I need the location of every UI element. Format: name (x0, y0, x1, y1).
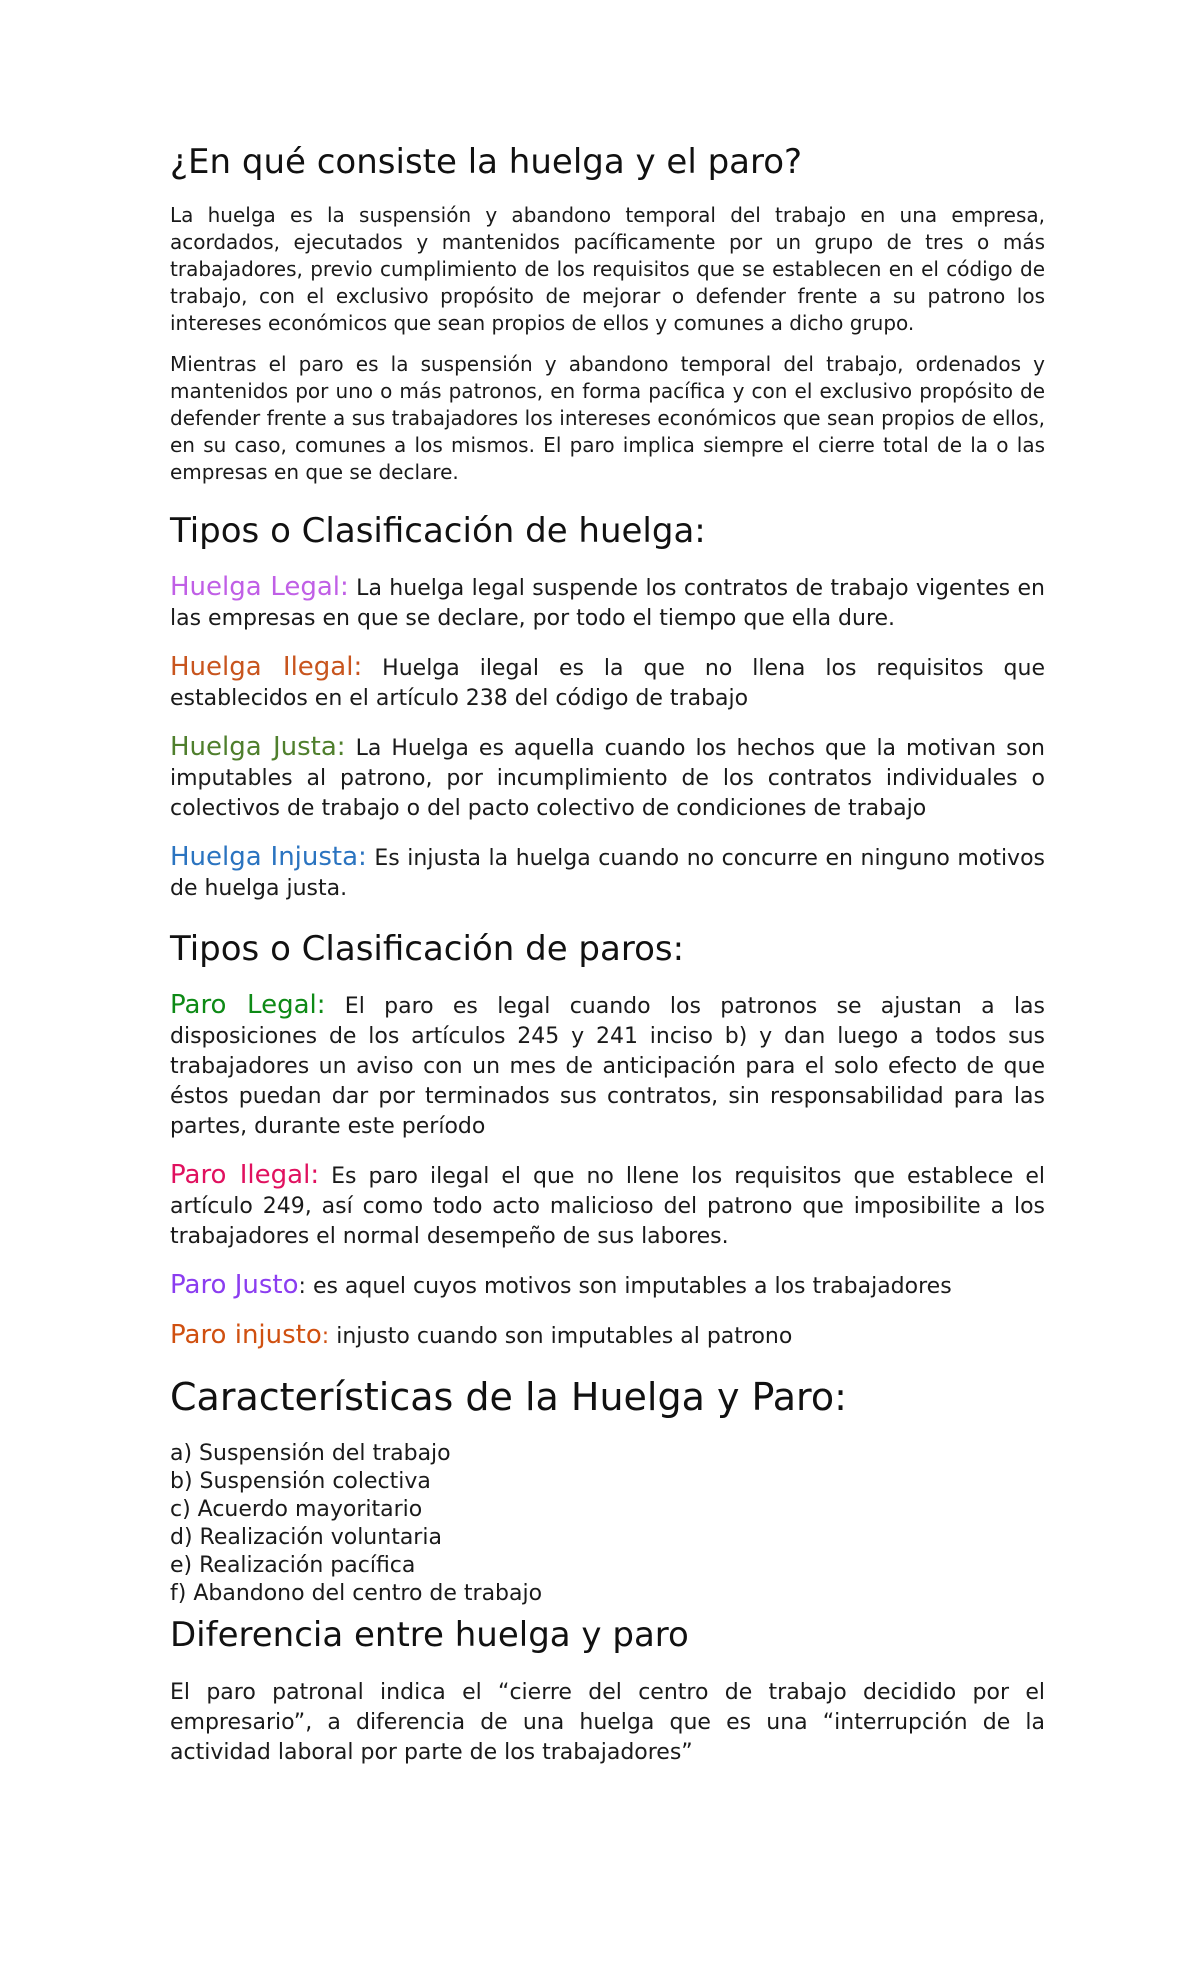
huelga-legal-definition (170, 572, 1045, 634)
huelga-injusta-text: Es injusta la huelga cuando no concurre en ninguno motivos de huelga justa. (170, 846, 1046, 901)
huelga-legal-term: Huelga Legal (170, 572, 341, 602)
paro-injusto-colon: : (321, 1324, 330, 1349)
document-content (170, 138, 1045, 1786)
paro-legal-text: El paro es legal cuando los patronos se ajustan a las disposiciones de los artículos 245 y 241 inciso b) y dan luego a todos sus trabajadores un aviso con un mes de anticipación para el solo efecto de que éstos puedan dar por terminados sus contratos, sin responsabilidad para las partes, durante este período (170, 994, 1045, 1139)
list-item: a) Suspensión del trabajo (170, 1441, 451, 1466)
paro-ilegal-term: Paro Ilegal: (170, 1160, 320, 1190)
intro-title: ¿En qué consiste la huelga y el paro? (170, 142, 803, 182)
huelga-ilegal-definition (170, 652, 1045, 714)
caracteristicas-title: Características de la Huelga y Paro: (170, 1375, 847, 1419)
huelga-injusta-definition (170, 842, 1045, 904)
paro-ilegal-definition (170, 1160, 1045, 1252)
paro-injusto-definition (170, 1320, 1045, 1352)
paro-justo-term: Paro Justo (170, 1270, 299, 1300)
huelga-types-title: Tipos o Clasificación de huelga: (170, 511, 706, 551)
huelga-ilegal-text: Huelga ilegal es la que no llena los requisitos que establecidos en el artículo 238 del código de trabajo (170, 656, 1045, 711)
huelga-legal-text: La huelga legal suspende los contratos de trabajo vigentes en las empresas en que se declare, por todo el tiempo que ella dure. (170, 576, 1045, 631)
huelga-legal-colon: : (340, 572, 349, 602)
paro-legal-definition (170, 990, 1045, 1142)
huelga-ilegal-term: Huelga Ilegal: (170, 652, 363, 682)
list-item: f) Abandono del centro de trabajo (170, 1581, 543, 1606)
list-item: e) Realización pacífica (170, 1553, 416, 1578)
caracteristicas-list (170, 1440, 1045, 1608)
huelga-injusta-term: Huelga Injusta: (170, 842, 367, 872)
paro-legal-term: Paro Legal: (170, 990, 326, 1020)
paro-justo-definition (170, 1270, 1045, 1302)
paro-justo-text: es aquel cuyos motivos son imputables a los trabajadores (305, 1274, 952, 1299)
list-item: d) Realización voluntaria (170, 1525, 442, 1550)
list-item: c) Acuerdo mayoritario (170, 1497, 423, 1522)
paro-justo-colon: : (298, 1274, 306, 1299)
intro-paragraph-huelga: La huelga es la suspensión y abandono temporal del trabajo en una empresa, acordados, ejecutados y mantenidos pacíficamente por un grupo de tres o más trabajadores, previo cumplimiento de los requisitos que se establecen en el código de trabajo, con el exclusivo propósito de mejorar o defender frente a su patrono los intereses económicos que sean propios de ellos y comunes a dicho grupo. (170, 203, 1045, 335)
paro-ilegal-text: Es paro ilegal el que no llene los requisitos que establece el artículo 249, así como todo acto malicioso del patrono que imposibilite a los trabajadores el normal desempeño de sus labores. (170, 1164, 1045, 1249)
huelga-justa-term: Huelga Justa: (170, 732, 346, 762)
paro-injusto-term: Paro injusto (170, 1320, 322, 1350)
huelga-justa-definition (170, 732, 1045, 824)
intro-paragraph-paro: Mientras el paro es la suspensión y abandono temporal del trabajo, ordenados y mantenidos por uno o más patronos, en forma pacífica y con el exclusivo propósito de defender frente a sus trabajadores los intereses económicos que sean propios de ellos, en su caso, comunes a los mismos. El paro implica siempre el cierre total de la o las empresas en que se declare. (170, 352, 1045, 484)
paro-types-title: Tipos o Clasificación de paros: (170, 929, 685, 969)
paro-injusto-text: injusto cuando son imputables al patrono (329, 1324, 793, 1349)
list-item: b) Suspensión colectiva (170, 1469, 431, 1494)
diferencia-title: Diferencia entre huelga y paro (170, 1615, 689, 1655)
huelga-justa-text: La Huelga es aquella cuando los hechos que la motivan son imputables al patrono, por incumplimiento de los contratos individuales o colectivos de trabajo o del pacto colectivo de condiciones de trabajo (170, 736, 1046, 821)
diferencia-paragraph: El paro patronal indica el “cierre del centro de trabajo decidido por el empresario”, a diferencia de una huelga que es una “interrupción de la actividad laboral por parte de los trabajadores” (170, 1680, 1045, 1765)
